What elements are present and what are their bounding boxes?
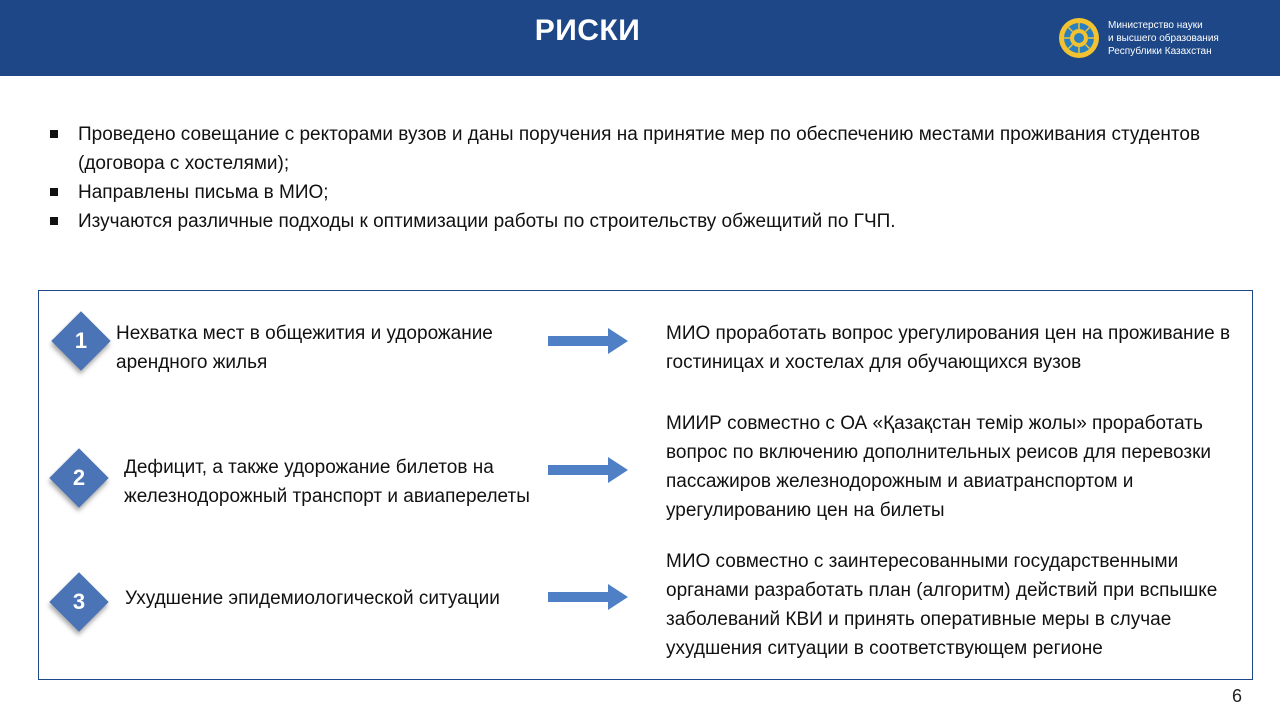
risk-badge-1 [60, 320, 102, 362]
ministry-line: и высшего образования [1108, 33, 1219, 44]
list-item [48, 207, 1208, 236]
list-item-text: Изучаются различные подходы к оптимизации работы по строительству обжещитий по ГЧП. [78, 211, 896, 232]
risk-badge-2 [58, 457, 100, 499]
risk-number: 3 [72, 589, 86, 614]
header-bar [0, 0, 1280, 76]
list-item-text: Направлены письма в МИО; [78, 182, 329, 203]
measures-list [48, 120, 1208, 236]
risk-description: Дефицит, а также удорожание билетов на железнодорожный транспорт и авиаперелеты [124, 457, 530, 507]
risk-description: Нехватка мест в общежития и удорожание арендного жилья [116, 323, 493, 373]
risk-action: МИО совместно с заинтересованными государственными органами разработать план (алгоритм) действий при вспышке заболеваний КВИ и принять оперативные меры в случае ухудшения ситуации в соответствующем регионе [666, 551, 1218, 659]
state-emblem-icon [1058, 17, 1100, 59]
right-arrow-icon [548, 326, 628, 356]
ministry-name [1108, 19, 1278, 58]
risk-number: 2 [72, 465, 86, 490]
square-bullet-icon [50, 130, 58, 138]
risk-action: МИО проработать вопрос урегулирования цен на проживание в гостиницах и хостелах для обучающихся вузов [666, 323, 1231, 373]
risk-number: 1 [74, 328, 88, 353]
page-title: РИСКИ [534, 14, 641, 47]
page-number: 6 [1232, 686, 1243, 706]
risk-badge-3 [58, 581, 100, 623]
ministry-line: Министерство науки [1108, 20, 1203, 31]
right-arrow-icon [548, 455, 628, 485]
list-item [48, 120, 1208, 178]
list-item-text: Проведено совещание с ректорами вузов и даны поручения на принятие мер по обеспечению местами проживания студентов (договора с хостелями); [78, 124, 1201, 174]
list-item [48, 178, 1208, 207]
right-arrow-icon [548, 582, 628, 612]
risk-description: Ухудшение эпидемиологической ситуации [125, 588, 500, 609]
ministry-line: Республики Казахстан [1108, 46, 1212, 57]
square-bullet-icon [50, 217, 58, 225]
square-bullet-icon [50, 188, 58, 196]
risk-action: МИИР совместно с ОА «Қазақстан темір жолы» проработать вопрос по включению дополнительных реисов для перевозки пассажиров железнодорожным и авиатранспортом и урегулированию цен на билеты [666, 413, 1212, 521]
